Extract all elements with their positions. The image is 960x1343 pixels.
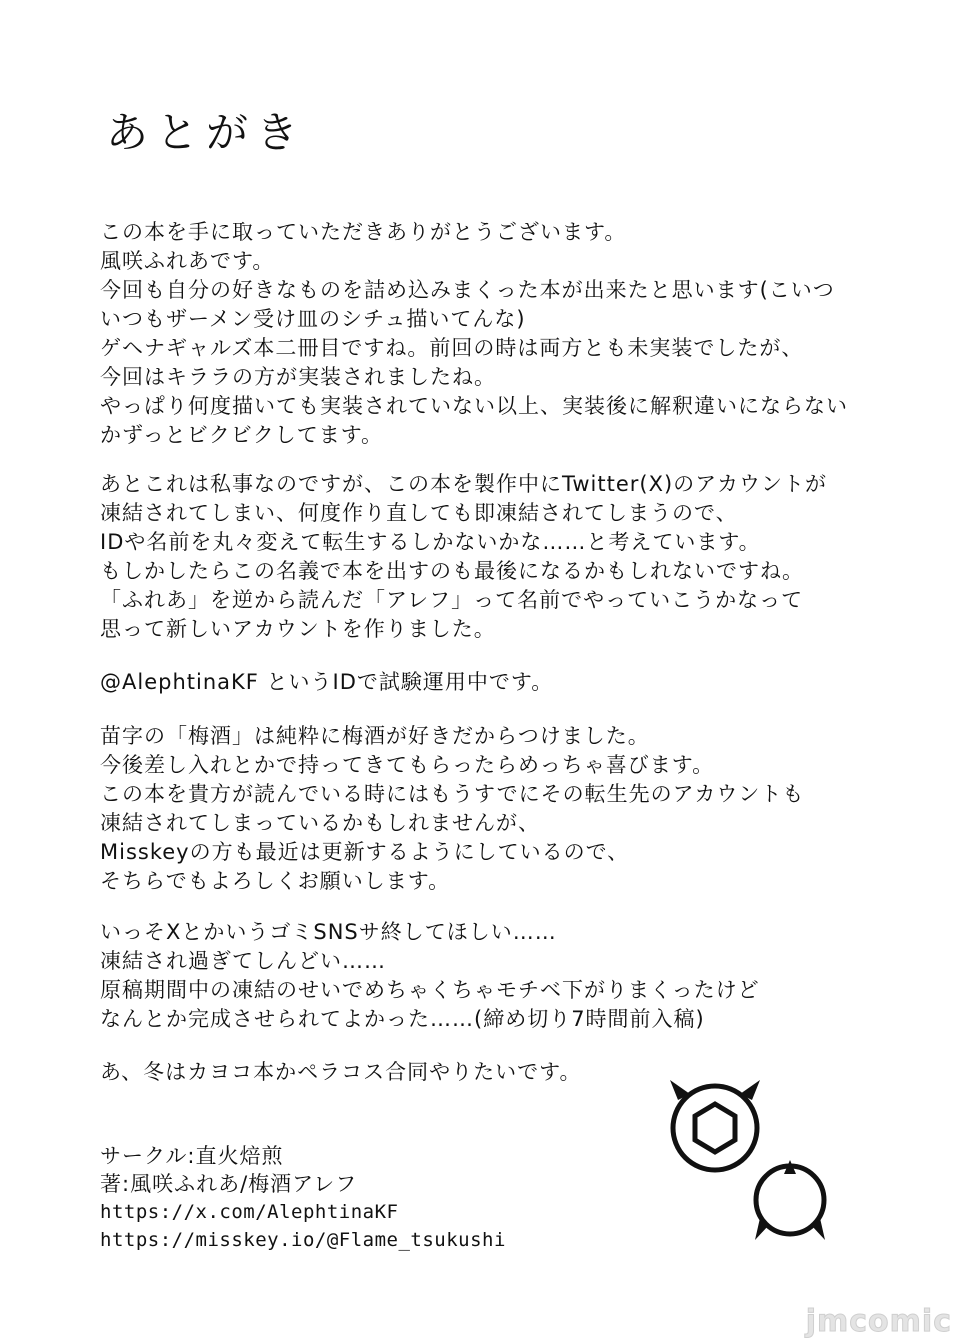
text-line: 今回も自分の好きなものを詰め込みまくった本が出来たと思います(こいつ xyxy=(100,278,835,302)
paragraph-name xyxy=(100,722,920,896)
circle-name: サークル:直火焙煎 xyxy=(100,1144,284,1168)
text-line: 苗字の「梅酒」は純粋に梅酒が好きだからつけました。 xyxy=(100,724,650,748)
text-line: 今回はキララの方が実装されましたね。 xyxy=(100,365,496,389)
paragraph-account xyxy=(100,470,920,644)
text-line: IDや名前を丸々変えて転生するしかないかな……と考えています。 xyxy=(100,530,761,554)
text-line: 今後差し入れとかで持ってきてもらったらめっちゃ喜びます。 xyxy=(100,753,715,777)
misskey-link[interactable]: https://misskey.io/@Flame_tsukushi xyxy=(100,1229,506,1251)
text-line: Misskeyの方も最近は更新するようにしているので、 xyxy=(100,840,630,864)
text-line: かずっとビクビクしてます。 xyxy=(100,423,384,447)
text-line: 原稿期間中の凍結のせいでめちゃくちゃモチベ下がりまくったけど xyxy=(100,978,760,1002)
text-line: いつもザーメン受け皿のシチュ描いてんな) xyxy=(100,307,526,331)
credits xyxy=(100,1142,506,1254)
text-line: なんとか完成させられてよかった……(締め切り7時間前入稿) xyxy=(100,1007,705,1031)
text-line: 風咲ふれあです。 xyxy=(100,249,275,273)
text-line: この本を手に取っていただきありがとうございます。 xyxy=(100,220,627,244)
text-line: この本を貴方が読んでいる時にはもうすでにその転生先のアカウントも xyxy=(100,782,805,806)
text-line: もしかしたらこの名義で本を出すのも最後になるかもしれないですね。 xyxy=(100,559,804,583)
author-name: 著:風咲ふれあ/梅酒アレフ xyxy=(100,1172,358,1196)
text-line: 凍結され過ぎてしんどい…… xyxy=(100,949,386,973)
paragraph-thanks xyxy=(100,218,920,450)
page-title: あとがき xyxy=(106,108,307,157)
text-line: あ、冬はカヨコ本かペラコス合同やりたいです。 xyxy=(100,1060,582,1084)
text-line: いっそXとかいうゴミSNSサ終してほしい…… xyxy=(100,920,557,944)
paragraph-complaint xyxy=(100,918,920,1034)
text-line: やっぱり何度描いても実装されていない以上、実装後に解釈違いにならない xyxy=(100,394,848,418)
text-line: 凍結されてしまい、何度作り直しても即凍結されてしまうので、 xyxy=(100,501,738,525)
text-line: 凍結されてしまっているかもしれませんが、 xyxy=(100,811,540,835)
halo-emblem-icon xyxy=(660,1068,890,1268)
text-line: 思って新しいアカウントを作りました。 xyxy=(100,617,496,641)
text-line: 「ふれあ」を逆から読んだ「アレフ」って名前でやっていこうかなって xyxy=(100,588,804,612)
x-link[interactable]: https://x.com/AlephtinaKF xyxy=(100,1201,399,1223)
watermark: jmcomic xyxy=(805,1304,952,1339)
text-line: あとこれは私事なのですが、この本を製作中にTwitter(X)のアカウントが xyxy=(100,472,827,496)
text-line: @AlephtinaKF というIDで試験運用中です。 xyxy=(100,670,554,694)
paragraph-id xyxy=(100,668,920,697)
text-line: そちらでもよろしくお願いします。 xyxy=(100,869,451,893)
text-line: ゲヘナギャルズ本二冊目ですね。前回の時は両方とも未実装でしたが、 xyxy=(100,336,804,360)
